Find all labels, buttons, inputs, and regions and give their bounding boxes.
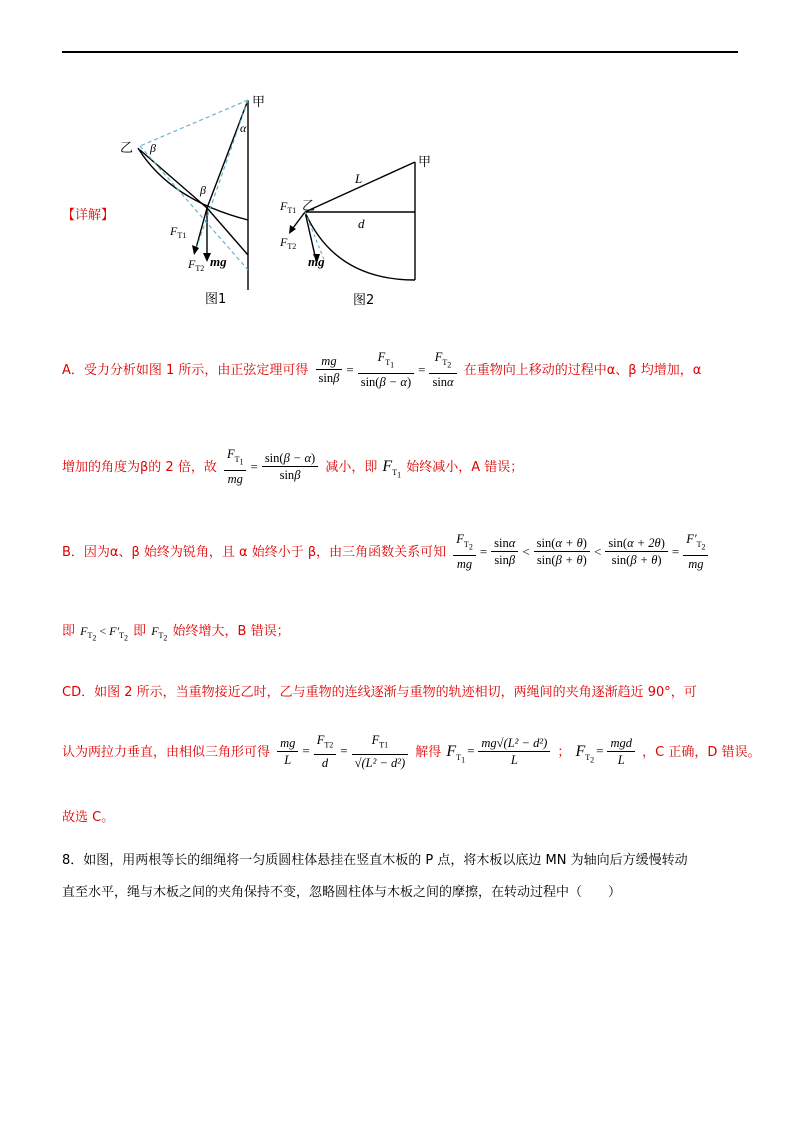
fig2-mg: mg	[308, 254, 325, 269]
option-b-text4: 始终增大，B 错误；	[172, 624, 290, 639]
detail-tag: 【详解】	[62, 208, 115, 223]
fig1-alpha: α	[240, 121, 247, 135]
option-cd-line2: 认为两拉力垂直，由相似三角形可得 $\frac{mg}{L}$ = $\frac{F_{T2}}{d}$ = $\frac{F_{T1}}{\text{√(L² − d²)}}$ 解得 $F_{T_1}=$ $\frac{\text{mg√(L² − d²)}}{L}$ ； $F_{T_2}=$ $\frac{\text{mgd}}{L}$ ，C 正确，D 错误。	[62, 733, 761, 770]
fig2-L: L	[355, 171, 363, 186]
option-b-text1: B．因为α、β 始终为锐角，且 α 始终小于 β，由三角函数关系可知	[62, 545, 447, 561]
header-rule	[62, 51, 738, 53]
fig1-beta-mid: β	[200, 183, 206, 197]
fig2-caption: 图2	[353, 293, 375, 308]
fig2-label-jia: 甲	[418, 155, 432, 170]
fig1-caption: 图1	[205, 292, 227, 307]
conclusion: 故选 C。	[62, 810, 115, 825]
eq-ft2-mg: $\frac{F_{T_2}}{mg}$	[453, 531, 476, 572]
option-cd-text3: 解得	[415, 744, 442, 760]
option-a-text2: 在重物向上移动的过程中α、β 均增加，α	[463, 363, 702, 379]
option-cd-text2: 认为两拉力垂直，由相似三角形可得	[62, 744, 271, 760]
fig2-ft1: $F_{T1}$	[280, 199, 297, 215]
option-cd-text5: ，C 正确，D 错误。	[642, 744, 761, 760]
option-a-text5: 始终减小，A 错误；	[406, 460, 524, 476]
fig1-label-yi: 乙	[120, 141, 134, 156]
option-cd-line1: CD．如图 2 所示，当重物接近乙时，乙与重物的连线逐渐与重物的轨迹相切，两绳间的夹角逐渐趋近 90°，可	[62, 685, 697, 700]
option-b-line2: 即 $F_{T_2} < F'_{T_2}$ 即 $F_{T_2}$ 始终增大，B 错误；	[62, 624, 290, 643]
fig2-ft2: $F_{T2}$	[280, 235, 297, 251]
question8-line2: 直至水平，绳与木板之间的夹角保持不变，忽略圆柱体与木板之间的摩擦，在转动过程中（ ）	[62, 885, 622, 900]
option-b-text3: 即	[133, 624, 147, 639]
option-b-text2: 即	[62, 624, 76, 639]
option-a-text1: A．受力分析如图 1 所示，由正弦定理可得	[62, 363, 309, 379]
fig1-ft2: $F_{T2}$	[188, 257, 205, 273]
option-a-text3: 增加的角度为β的 2 倍，故	[62, 460, 217, 476]
fig1-label-jia: 甲	[252, 95, 266, 110]
fig1-mg: mg	[210, 254, 227, 269]
option-a-line2: 增加的角度为β的 2 倍，故 $\frac{F_{T_1}}{mg}$ = $\frac{\sin(\beta - \alpha)}{\sin\beta}$ 减小，即 $F_{T_1}$ 始终减小，A 错误；	[62, 447, 524, 487]
option-b-line1: B．因为α、β 始终为锐角，且 α 始终小于 β，由三角函数关系可知 $\frac{F_{T_2}}{mg}$ = $\frac{\sin\alpha}{\sin\beta}$ < $\frac{\sin(\alpha + \theta)}{\sin(\beta + \theta)}$ < $\frac{\sin(\alpha + 2\theta)}{\sin(\beta + \theta)}$ = $\frac{F'_{T_2}}{mg}$	[62, 531, 710, 572]
fig1-ft1: $F_{T1}$	[170, 224, 187, 240]
question8-line1: 8．如图，用两根等长的细绳将一匀质圆柱体悬挂在竖直木板的 P 点，将木板以底边 MN 为轴向后方缓慢转动	[62, 853, 688, 868]
eq-ft1-mg: $\frac{F_{T_1}}{mg}$	[224, 446, 247, 487]
eq-mg-sinb: $\frac{mg}{\sin\beta}$	[316, 353, 343, 386]
option-a-text4: 减小，即	[325, 460, 378, 476]
fig2-label-yi: 乙	[302, 199, 316, 214]
eq-similar-triangles: $\frac{mg}{L}$	[277, 735, 298, 768]
figure-1	[110, 90, 280, 315]
option-a-line1: A．受力分析如图 1 所示，由正弦定理可得 $\frac{mg}{\sin\beta}$ = $\frac{F_{T_1}}{\sin(\beta - \alpha)}$ = $\frac{F_{T_2}}{\sin\alpha}$ 在重物向上移动的过程中α、β 均增加，α	[62, 350, 702, 390]
option-cd-text4: ；	[557, 744, 571, 760]
fig2-d: d	[358, 216, 365, 231]
figure-2	[280, 150, 455, 315]
fig1-beta-top: β	[150, 141, 156, 155]
